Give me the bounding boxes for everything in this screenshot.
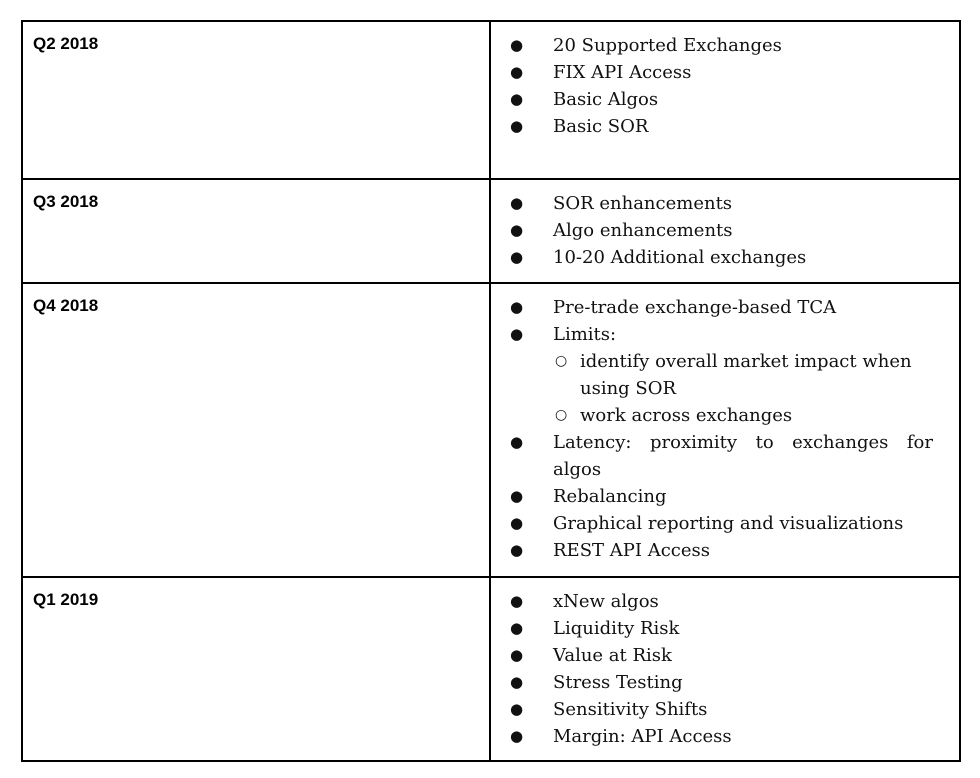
list-item-text: SOR enhancements [553, 193, 733, 214]
quarter-cell [22, 21, 490, 179]
bullet-icon: ● [510, 673, 524, 691]
table-row [22, 179, 960, 283]
list-item [491, 217, 933, 244]
sub-list-item-text: work across exchanges [580, 405, 793, 426]
bullet-icon: ● [510, 646, 524, 664]
quarter-cell [22, 179, 490, 283]
bullet-icon: ● [510, 221, 524, 239]
bullet-icon: ● [510, 117, 524, 135]
sub-list-item [553, 402, 933, 429]
sub-list [553, 348, 933, 429]
feature-list [491, 22, 959, 140]
feature-list [491, 578, 959, 750]
list-item [491, 59, 933, 86]
roadmap-table [21, 20, 961, 762]
bullet-icon: ● [510, 194, 524, 212]
list-item-text: Basic Algos [553, 89, 659, 110]
list-item [491, 537, 933, 564]
list-item [491, 669, 933, 696]
list-item [491, 615, 933, 642]
circle-bullet-icon: ○ [555, 407, 568, 423]
bullet-icon: ● [510, 63, 524, 81]
list-item [491, 588, 933, 615]
bullet-icon: ● [510, 325, 524, 343]
bullet-icon: ● [510, 514, 524, 532]
list-item [491, 723, 933, 750]
list-item-text: Value at Risk [553, 645, 672, 666]
feature-list [491, 180, 959, 271]
bullet-icon: ● [510, 36, 524, 54]
list-item [491, 510, 933, 537]
bullet-icon: ● [510, 541, 524, 559]
list-item [491, 32, 933, 59]
list-item-text: Sensitivity Shifts [553, 699, 708, 720]
bullet-icon: ● [510, 248, 524, 266]
items-cell [490, 179, 960, 283]
list-item [491, 86, 933, 113]
list-item-text: Liquidity Risk [553, 618, 680, 639]
quarter-cell [22, 283, 490, 577]
table-row [22, 283, 960, 577]
list-item-text: Graphical reporting and visualizations [553, 513, 904, 534]
list-item [491, 190, 933, 217]
list-item [491, 642, 933, 669]
list-item-text: Limits: [553, 324, 617, 345]
bullet-icon: ● [510, 700, 524, 718]
list-item-text: Pre-trade exchange-based TCA [553, 297, 837, 318]
list-item-text: REST API Access [553, 540, 710, 561]
quarter-label: Q2 2018 [33, 34, 99, 53]
list-item-text: Rebalancing [553, 486, 667, 507]
list-item [491, 321, 933, 429]
list-item [491, 483, 933, 510]
bullet-icon: ● [510, 433, 524, 451]
items-cell [490, 283, 960, 577]
sub-list-item [553, 348, 933, 402]
list-item [491, 244, 933, 271]
list-item [491, 429, 933, 483]
feature-list [491, 284, 959, 564]
list-item-text: Basic SOR [553, 116, 649, 137]
list-item-text: Algo enhancements [553, 220, 733, 241]
table-row [22, 577, 960, 761]
quarter-label: Q1 2019 [33, 590, 99, 609]
bullet-icon: ● [510, 90, 524, 108]
list-item [491, 294, 933, 321]
quarter-label: Q3 2018 [33, 192, 99, 211]
list-item-text: 20 Supported Exchanges [553, 35, 782, 56]
list-item-text: FIX API Access [553, 62, 692, 83]
list-item-text: Stress Testing [553, 672, 683, 693]
list-item-text: Margin: API Access [553, 726, 732, 747]
list-item-text: Latency: proximity to exchanges for algos [553, 432, 933, 480]
items-cell [490, 21, 960, 179]
circle-bullet-icon: ○ [555, 353, 568, 369]
bullet-icon: ● [510, 592, 524, 610]
bullet-icon: ● [510, 487, 524, 505]
bullet-icon: ● [510, 619, 524, 637]
table-row [22, 21, 960, 179]
list-item [491, 696, 933, 723]
sub-list-item-text: identify overall market impact when using SOR [580, 351, 912, 399]
bullet-icon: ● [510, 727, 524, 745]
quarter-cell [22, 577, 490, 761]
quarter-label: Q4 2018 [33, 296, 99, 315]
bullet-icon: ● [510, 298, 524, 316]
items-cell [490, 577, 960, 761]
list-item-text: xNew algos [553, 591, 659, 612]
list-item [491, 113, 933, 140]
list-item-text: 10-20 Additional exchanges [553, 247, 807, 268]
